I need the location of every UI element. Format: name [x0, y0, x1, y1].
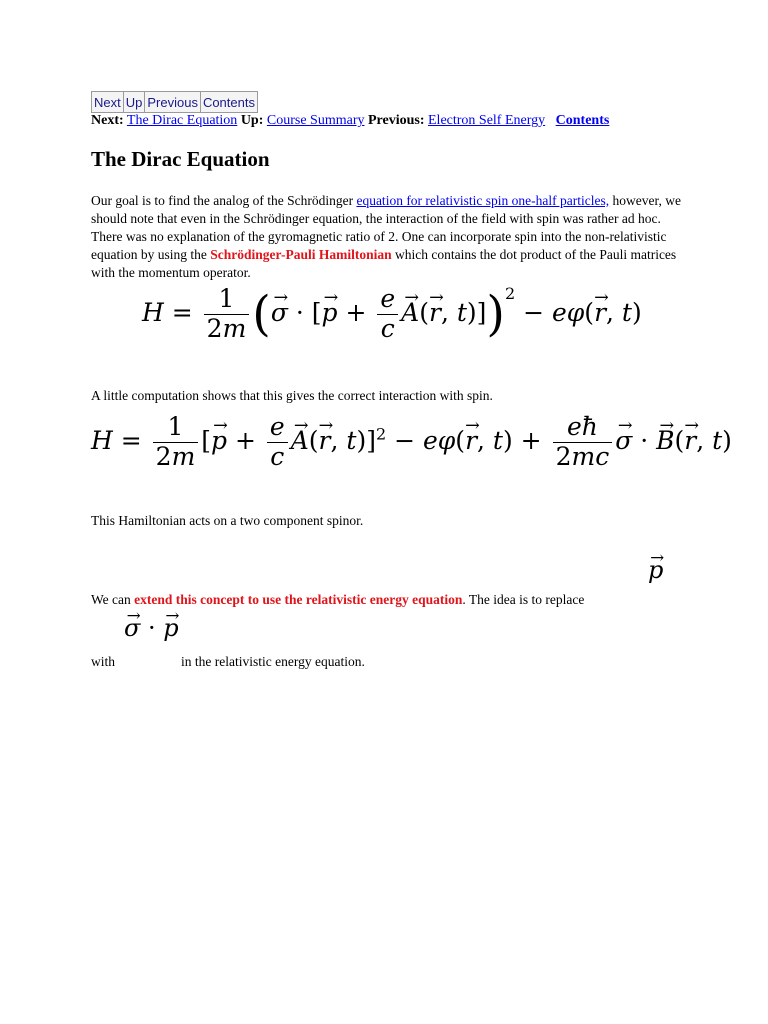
- intro-text-3: which contains the dot product of the Pauli matrices with the momentum operator.: [91, 247, 677, 280]
- pauli-hamiltonian-highlight: Schrödinger-Pauli Hamiltonian: [210, 247, 392, 262]
- momentum-vector-symbol: → p: [648, 556, 663, 584]
- up-link[interactable]: Course Summary: [266, 113, 365, 128]
- extend-paragraph: [91, 591, 681, 609]
- contents-link[interactable]: Contents: [555, 113, 610, 128]
- with-paragraph: [91, 653, 681, 671]
- intro-text-2: however, we should note that even in the Schrödinger equation, the interaction of the field with spin was rather ad hoc. There was no explanation of the gyromagnetic ratio of 2. One can incorporate spin into the non-relativistic equation by using the: [91, 193, 681, 262]
- previous-button[interactable]: Previous: [145, 92, 201, 112]
- extend-text-1: We can: [91, 592, 135, 607]
- extend-text-2: . The idea is to replace: [462, 592, 585, 607]
- intro-paragraph: [91, 192, 681, 282]
- spin-interaction-equation: H = $\frac{1}{2m}$ [→ p + $\frac{e}{c}$ → A(→ r, t)]$^2$ − eφ(→ r, t) + $\frac{eħ}{2mc}$ → σ · → B(→ r, t): [91, 413, 732, 472]
- computation-paragraph: A little computation shows that this gives the correct interaction with spin.: [91, 388, 493, 403]
- relativistic-equation-link[interactable]: equation for relativistic spin one-half particles,: [356, 193, 610, 208]
- extend-highlight: extend this concept to use the relativistic energy equation: [134, 592, 463, 607]
- with-text: with: [91, 654, 116, 669]
- up-button[interactable]: Up: [124, 92, 146, 112]
- page-title: The Dirac Equation: [91, 147, 270, 171]
- contents-button[interactable]: Contents: [201, 92, 257, 112]
- relativistic-energy-text: in the relativistic energy equation.: [181, 654, 365, 669]
- navigation-links: [91, 113, 609, 129]
- next-label: Next:: [91, 113, 124, 128]
- pauli-hamiltonian-equation: H = $\frac{1}{2m}$ (→ σ · [→ p + $\frac{e}{c}$ → A(→ r, t)])$^2$ − eφ(→ r, t): [142, 284, 642, 344]
- next-link[interactable]: The Dirac Equation: [126, 113, 238, 128]
- next-button[interactable]: Next: [92, 92, 124, 112]
- navigation-buttons: [91, 91, 258, 113]
- previous-link[interactable]: Electron Self Energy: [428, 113, 546, 128]
- previous-label: Previous:: [367, 113, 425, 128]
- spinor-paragraph: This Hamiltonian acts on a two component spinor.: [91, 513, 364, 528]
- intro-text-1: Our goal is to find the analog of the Schrödinger: [91, 193, 357, 208]
- sigma-dot-p-symbol: → σ · → p: [124, 614, 179, 642]
- up-label: Up:: [240, 113, 264, 128]
